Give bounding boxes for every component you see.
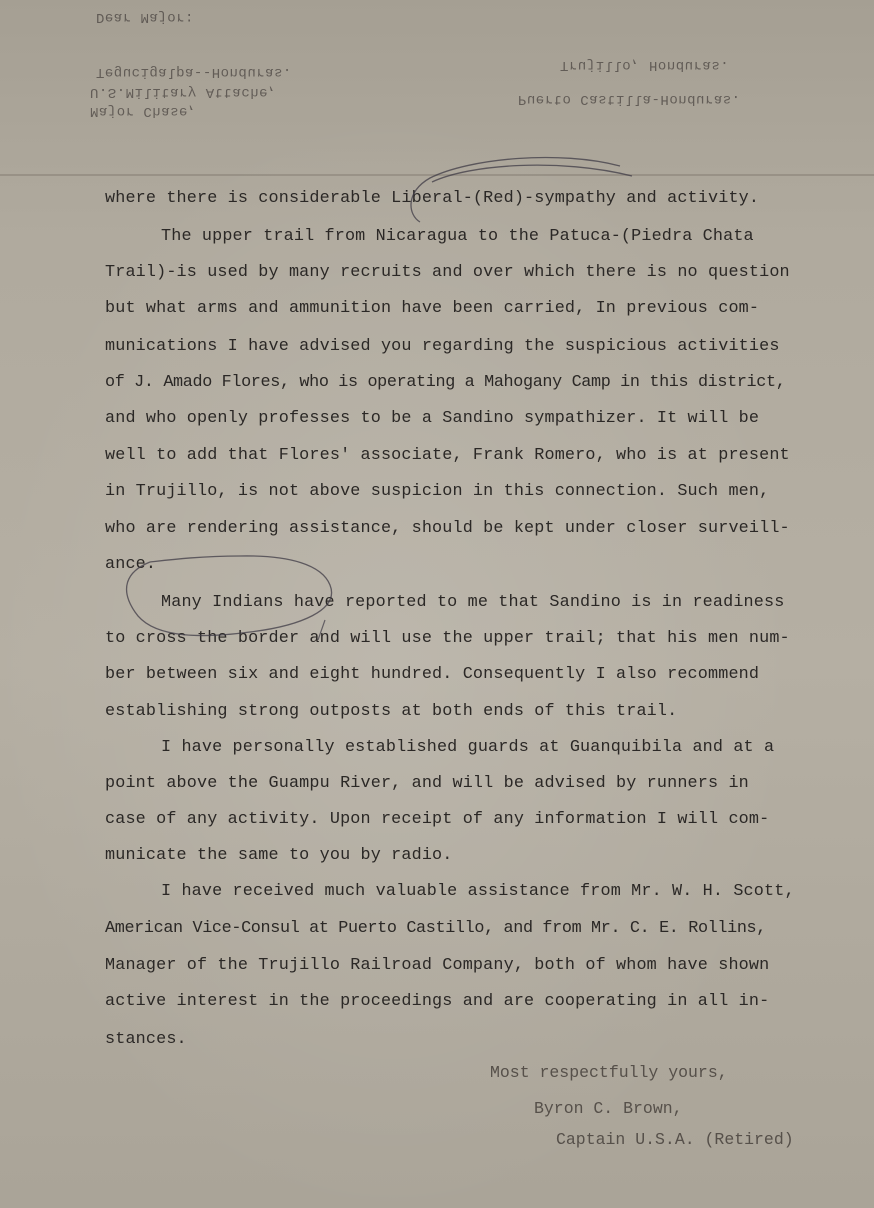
- bleed-through-origin: Puerto Castilla-Honduras.: [518, 91, 741, 107]
- body-line-2: The upper trail from Nicaragua to the Patuca-(Piedra Chata: [161, 227, 754, 246]
- body-line-18: case of any activity. Upon receipt of any information I will com-: [105, 810, 770, 829]
- body-line-21: American Vice-Consul at Puerto Castillo, and from Mr. C. E. Rollins,: [105, 919, 766, 938]
- page-fold: [0, 174, 874, 176]
- body-line-12: Many Indians have reported to me that Sandino is in readiness: [161, 593, 785, 612]
- body-line-17: point above the Guampu River, and will be advised by runners in: [105, 774, 749, 793]
- body-line-24: stances.: [105, 1030, 187, 1049]
- signer-title: Captain U.S.A. (Retired): [556, 1130, 794, 1149]
- signer-name: Byron C. Brown,: [534, 1099, 683, 1118]
- body-line-4: but what arms and ammunition have been carried, In previous com-: [105, 299, 760, 318]
- body-line-8: well to add that Flores' associate, Frank Romero, who is at present: [105, 446, 790, 465]
- body-line-16: I have personally established guards at Guanquibila and at a: [161, 738, 775, 757]
- bleed-through-salutation: Dear Major:: [96, 9, 194, 25]
- body-line-19: municate the same to you by radio.: [105, 846, 453, 865]
- body-line-22: Manager of the Trujillo Railroad Company, both of whom have shown: [105, 956, 770, 975]
- body-line-5: munications I have advised you regarding the suspicious activities: [105, 337, 780, 356]
- body-line-3: Trail)-is used by many recruits and over which there is no question: [105, 263, 790, 282]
- body-line-23: active interest in the proceedings and are cooperating in all in-: [105, 992, 770, 1011]
- bleed-through-address-1: Tegucigalpa--Honduras.: [96, 64, 292, 80]
- closing-salutation: Most respectfully yours,: [490, 1063, 728, 1082]
- bleed-through-address-3: Major Chase,: [90, 103, 197, 119]
- body-line-14: ber between six and eight hundred. Consequently I also recommend: [105, 665, 760, 684]
- bleed-through-place: Trujillo, Honduras.: [560, 57, 730, 73]
- body-line-7: and who openly professes to be a Sandino sympathizer. It will be: [105, 409, 760, 428]
- body-line-15: establishing strong outposts at both ends of this trail.: [105, 702, 678, 721]
- body-line-13: to cross the border and will use the upper trail; that his men num-: [105, 629, 790, 648]
- body-line-9: in Trujillo, is not above suspicion in this connection. Such men,: [105, 482, 770, 501]
- body-line-20: I have received much valuable assistance from Mr. W. H. Scott,: [161, 882, 795, 901]
- body-line-10: who are rendering assistance, should be kept under closer surveill-: [105, 519, 790, 538]
- bleed-through-address-2: U.S.Military Attache,: [90, 84, 277, 100]
- body-line-1: where there is considerable Liberal-(Red)-sympathy and activity.: [105, 189, 760, 208]
- body-line-11: ance.: [105, 555, 157, 574]
- body-line-6: of J. Amado Flores, who is operating a Mahogany Camp in this district,: [105, 373, 786, 392]
